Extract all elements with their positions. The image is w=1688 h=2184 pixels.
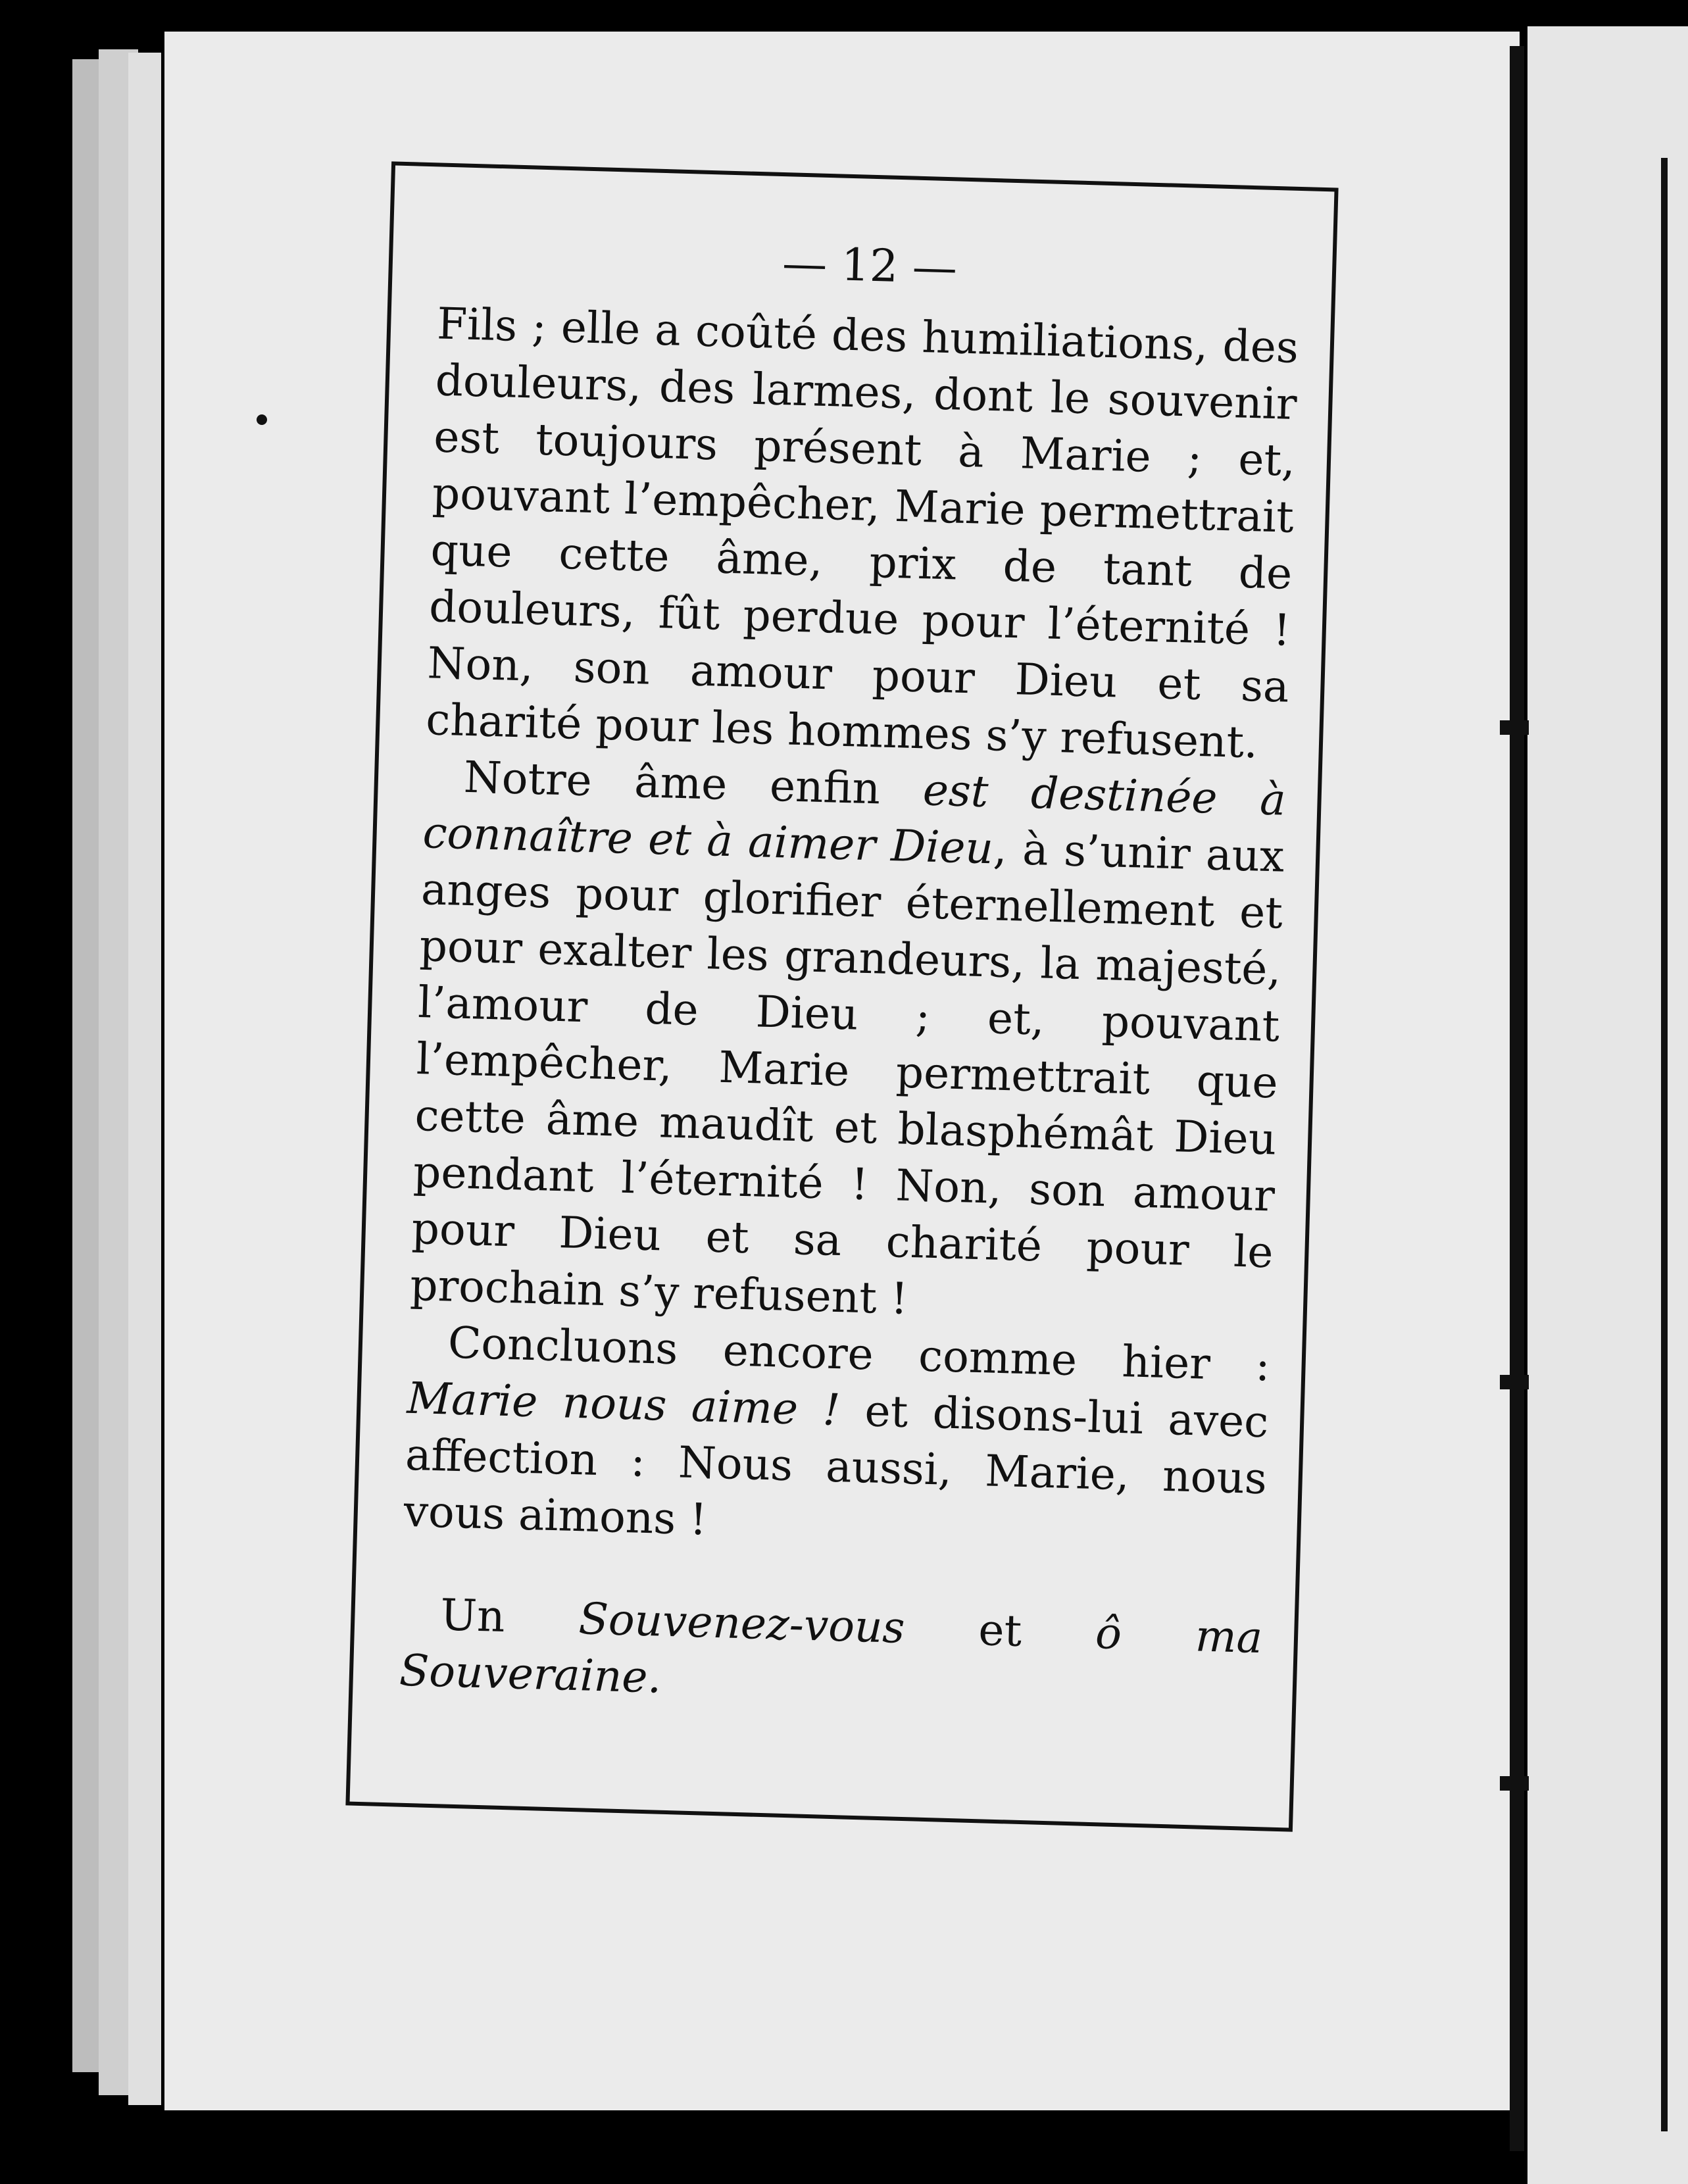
binding-stitch (1500, 1776, 1529, 1791)
paragraph-3 (403, 1314, 1271, 1564)
page-edge (128, 53, 161, 2105)
paragraph-1: Fils ; elle a coûté des humiliations, des douleurs, des larmes, dont le souvenir est toujours présent à Marie ; et, pouvant l’empêcher, Marie permettrait que cette âme, prix de tant de douleurs, fût perdue pour l’éternité ! Non, son amour pour Dieu et sa charité pour les hommes s’y refusent. (425, 298, 1299, 768)
binding-stitch (1500, 1375, 1529, 1389)
binding-stitch (1500, 720, 1529, 735)
paragraph-2-text: , à s’unir aux anges pour glorifier éternellement et pour exalter les grandeurs, la majesté, l’amour de Dieu ; et, pouvant l’empêcher, Marie permettrait que cette âme maudît et blasphémât Dieu pendant l’éternité ! Non, son amour pour Dieu et sa charité pour le prochain s’y refusent ! (409, 823, 1285, 1324)
paragraph-3-text: et disons-lui avec affection : Nous aussi, Marie, nous vous aimons ! (403, 1385, 1270, 1545)
paragraph-3-text: Concluons encore comme hier : (447, 1317, 1271, 1391)
paragraph-2-italic: est destinée à connaître et à aimer Dieu (422, 764, 1287, 874)
closing-text: Un (439, 1589, 580, 1645)
text-frame (345, 161, 1338, 1831)
closing-line (399, 1586, 1263, 1724)
page-number: — 12 — (782, 237, 958, 295)
closing-italic: ô ma Souveraine. (399, 1608, 1264, 1703)
facing-page-rule (1661, 158, 1668, 2131)
closing-italic: Souvenez-vous (578, 1593, 906, 1654)
paragraph-2-text: Notre âme enfin (463, 751, 924, 816)
binding-gutter (1510, 46, 1524, 2151)
ink-speck (257, 414, 267, 425)
page-content (399, 226, 1301, 1723)
closing-text: et (904, 1602, 1097, 1659)
paragraph-2 (409, 748, 1287, 1337)
paragraph-3-italic: Marie nous aime ! (406, 1372, 841, 1436)
